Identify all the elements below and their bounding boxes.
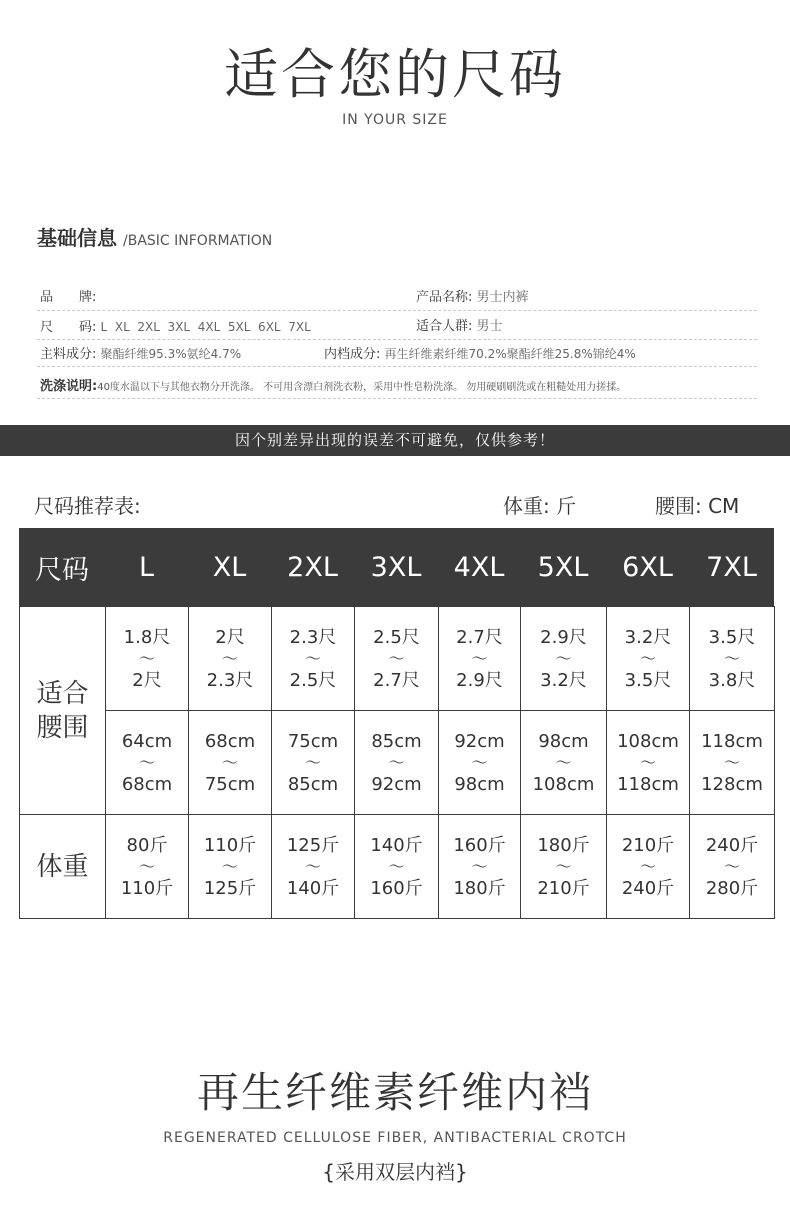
range-tilde: ～ bbox=[555, 856, 572, 876]
range-tilde: ～ bbox=[388, 648, 405, 668]
waist-chi-cell bbox=[606, 606, 690, 711]
range-max: 118cm bbox=[617, 773, 679, 795]
fabric-subtitle: REGENERATED CELLULOSE FIBER, ANTIBACTERIAL CROTCH bbox=[163, 1130, 627, 1146]
range-max: 108cm bbox=[532, 773, 595, 795]
basic-info-title-en: /BASIC INFORMATION bbox=[123, 233, 273, 249]
waist-cm-cell bbox=[271, 710, 355, 815]
size-header-label bbox=[19, 528, 106, 607]
waist-row-label-text: 适合腰围 bbox=[36, 678, 89, 743]
range-tilde: ～ bbox=[723, 752, 740, 772]
range-min: 180斤 bbox=[537, 834, 590, 856]
range-tilde: ～ bbox=[639, 752, 656, 772]
range-max: 3.2尺 bbox=[540, 669, 587, 691]
range-tilde: ～ bbox=[221, 856, 238, 876]
weight-cell bbox=[271, 814, 355, 919]
range-min: 98cm bbox=[538, 730, 589, 752]
brand-label: 品 牌: bbox=[40, 290, 97, 305]
range-max: 3.5尺 bbox=[624, 669, 672, 691]
divider bbox=[37, 398, 757, 399]
range-max: 98cm bbox=[454, 773, 505, 795]
size-header-cell bbox=[606, 528, 690, 607]
waist-chi-cell bbox=[689, 606, 775, 711]
range-tilde: ～ bbox=[221, 752, 238, 772]
range-tilde: ～ bbox=[304, 752, 321, 772]
product-name-label: 产品名称: bbox=[416, 290, 473, 305]
wash-label: 洗涤说明: bbox=[40, 379, 98, 394]
waist-chi-cell bbox=[105, 606, 189, 711]
range-tilde: ～ bbox=[723, 648, 740, 668]
range-max: 2.3尺 bbox=[206, 669, 254, 691]
size-header-cell bbox=[520, 528, 607, 607]
size-header-text: XL bbox=[212, 552, 247, 583]
size-label: 尺 码: bbox=[40, 320, 97, 335]
size-header-cell bbox=[689, 528, 775, 607]
crotch-label: 内档成分: bbox=[324, 347, 381, 362]
size-header-text: 3XL bbox=[370, 552, 422, 583]
waist-row-label bbox=[19, 606, 106, 815]
crotch-value: 再生纤维素纤维70.2%聚酯纤维25.8%锦纶4% bbox=[384, 347, 636, 361]
range-max: 240斤 bbox=[621, 877, 675, 899]
audience-label: 适合人群: bbox=[416, 319, 473, 334]
range-min: 85cm bbox=[371, 730, 422, 752]
range-max: 280斤 bbox=[705, 877, 759, 899]
size-header-text: 尺码 bbox=[35, 555, 89, 586]
range-max: 2.5尺 bbox=[289, 669, 337, 691]
size-header-text: 6XL bbox=[622, 552, 673, 583]
range-max: 3.8尺 bbox=[708, 669, 756, 691]
weight-cell bbox=[105, 814, 189, 919]
range-min: 92cm bbox=[454, 730, 505, 752]
range-min: 64cm bbox=[121, 730, 173, 752]
waist-cm-cell bbox=[105, 710, 189, 815]
range-tilde: ～ bbox=[471, 752, 488, 772]
range-tilde: ～ bbox=[304, 856, 321, 876]
range-max: 68cm bbox=[121, 773, 173, 795]
notice-banner: 因个别差异出现的误差不可避免，仅供参考！ bbox=[0, 425, 790, 456]
range-min: 2.9尺 bbox=[540, 626, 587, 648]
weight-unit-label: 体重: 斤 bbox=[503, 494, 577, 518]
basic-info-heading bbox=[37, 222, 272, 251]
product-name-row bbox=[416, 288, 529, 308]
range-tilde: ～ bbox=[221, 648, 238, 668]
basic-info-title: 基础信息 bbox=[37, 226, 117, 250]
weight-cell bbox=[354, 814, 439, 919]
range-tilde: ～ bbox=[639, 856, 656, 876]
range-max: 2尺 bbox=[132, 669, 162, 691]
size-chart-label: 尺码推荐表: bbox=[34, 494, 141, 518]
range-min: 110斤 bbox=[203, 834, 257, 856]
range-max: 92cm bbox=[371, 773, 422, 795]
weight-cell bbox=[520, 814, 607, 919]
divider bbox=[37, 339, 757, 340]
range-tilde: ～ bbox=[471, 648, 488, 668]
fabric-note: {采用双层内裆} bbox=[322, 1160, 468, 1184]
weight-row-label-text: 体重 bbox=[36, 851, 89, 882]
range-min: 80斤 bbox=[126, 834, 168, 856]
material-label: 主料成分: bbox=[40, 347, 97, 362]
weight-cell bbox=[188, 814, 272, 919]
size-header-text: 2XL bbox=[287, 552, 338, 583]
waist-unit-label: 腰围: CM bbox=[655, 494, 740, 518]
range-max: 2.9尺 bbox=[456, 669, 503, 691]
crotch-row bbox=[324, 344, 636, 365]
range-max: 140斤 bbox=[286, 877, 340, 899]
range-tilde: ～ bbox=[639, 648, 656, 668]
size-row bbox=[40, 317, 311, 338]
audience-row bbox=[416, 317, 503, 337]
weight-cell bbox=[689, 814, 775, 919]
waist-chi-cell bbox=[438, 606, 521, 711]
waist-cm-cell bbox=[438, 710, 521, 815]
range-max: 85cm bbox=[287, 773, 339, 795]
waist-chi-cell bbox=[271, 606, 355, 711]
waist-cm-cell bbox=[606, 710, 690, 815]
range-max: 125斤 bbox=[203, 877, 257, 899]
range-tilde: ～ bbox=[138, 856, 155, 876]
range-tilde: ～ bbox=[388, 752, 405, 772]
weight-cell bbox=[438, 814, 521, 919]
waist-cm-cell bbox=[188, 710, 272, 815]
size-header-cell bbox=[105, 528, 189, 607]
size-header-cell bbox=[271, 528, 355, 607]
range-tilde: ～ bbox=[304, 648, 321, 668]
range-min: 160斤 bbox=[453, 834, 506, 856]
size-header-cell bbox=[188, 528, 272, 607]
range-min: 240斤 bbox=[705, 834, 759, 856]
range-tilde: ～ bbox=[138, 752, 155, 772]
range-min: 2尺 bbox=[215, 626, 245, 648]
size-chart-table bbox=[19, 528, 774, 918]
range-min: 108cm bbox=[617, 730, 679, 752]
range-max: 210斤 bbox=[537, 877, 590, 899]
range-max: 110斤 bbox=[120, 877, 174, 899]
material-value: 聚酯纤维95.3%氨纶4.7% bbox=[100, 347, 242, 361]
range-min: 1.8尺 bbox=[123, 626, 171, 648]
brand-row bbox=[40, 288, 96, 308]
waist-chi-cell bbox=[354, 606, 439, 711]
range-min: 2.7尺 bbox=[456, 626, 503, 648]
material-row bbox=[40, 344, 241, 365]
product-name-value: 男士内裤 bbox=[476, 290, 529, 305]
wash-row bbox=[40, 377, 626, 396]
range-tilde: ～ bbox=[555, 648, 572, 668]
size-header-cell bbox=[438, 528, 521, 607]
range-min: 3.2尺 bbox=[624, 626, 672, 648]
range-min: 125斤 bbox=[286, 834, 340, 856]
divider bbox=[37, 366, 757, 367]
range-tilde: ～ bbox=[471, 856, 488, 876]
weight-cell bbox=[606, 814, 690, 919]
range-min: 118cm bbox=[701, 730, 763, 752]
range-min: 2.3尺 bbox=[289, 626, 337, 648]
range-tilde: ～ bbox=[388, 856, 405, 876]
size-header-text: 7XL bbox=[706, 552, 757, 583]
waist-cm-cell bbox=[354, 710, 439, 815]
waist-cm-cell bbox=[689, 710, 775, 815]
range-min: 3.5尺 bbox=[708, 626, 756, 648]
range-min: 2.5尺 bbox=[373, 626, 420, 648]
divider bbox=[37, 310, 757, 311]
page-subtitle: IN YOUR SIZE bbox=[342, 112, 448, 128]
range-tilde: ～ bbox=[723, 856, 740, 876]
range-max: 160斤 bbox=[370, 877, 423, 899]
audience-value: 男士 bbox=[476, 319, 503, 334]
size-header-text: 4XL bbox=[453, 552, 505, 583]
range-max: 75cm bbox=[204, 773, 256, 795]
range-tilde: ～ bbox=[138, 648, 155, 668]
range-max: 180斤 bbox=[453, 877, 506, 899]
page-title: 适合您的尺码 bbox=[224, 43, 566, 106]
size-header-text: 5XL bbox=[537, 552, 589, 583]
range-max: 128cm bbox=[701, 773, 763, 795]
fabric-title: 再生纤维素纤维内裆 bbox=[196, 1068, 593, 1117]
range-min: 140斤 bbox=[370, 834, 423, 856]
size-header-cell bbox=[354, 528, 439, 607]
range-min: 68cm bbox=[204, 730, 256, 752]
range-tilde: ～ bbox=[555, 752, 572, 772]
waist-cm-cell bbox=[520, 710, 607, 815]
size-value: L XL 2XL 3XL 4XL 5XL 6XL 7XL bbox=[100, 320, 311, 334]
size-header-text: L bbox=[138, 552, 155, 583]
wash-value: 40度水温以下与其他衣物分开洗涤。 不可用含漂白剂洗衣粉，采用中性皂粉洗涤。 勿用硬刷刷洗或在粗糙处用力搓揉。 bbox=[97, 382, 627, 393]
waist-chi-cell bbox=[520, 606, 607, 711]
range-min: 210斤 bbox=[621, 834, 675, 856]
range-max: 2.7尺 bbox=[373, 669, 420, 691]
waist-chi-cell bbox=[188, 606, 272, 711]
weight-row-label bbox=[19, 814, 106, 919]
range-min: 75cm bbox=[287, 730, 339, 752]
